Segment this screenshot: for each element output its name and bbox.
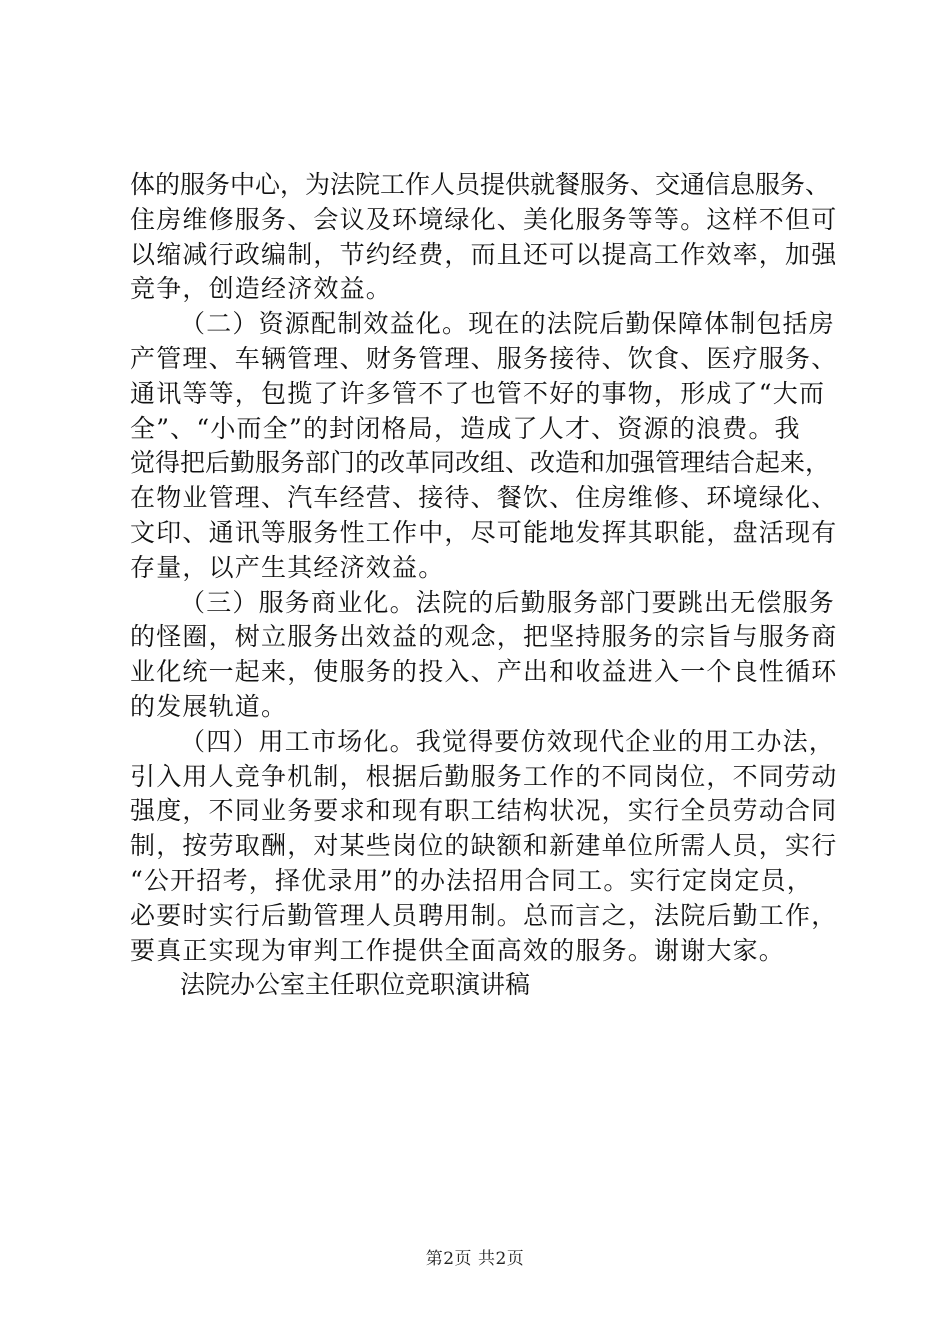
paragraph-line: 的怪圈，树立服务出效益的观念，把坚持服务的宗旨与服务商: [130, 622, 838, 652]
paragraph-line: 强度，不同业务要求和现有职工结构状况，实行全员劳动合同: [130, 796, 838, 826]
paragraph-line: 产管理、车辆管理、财务管理、服务接待、饮食、医疗服务、: [130, 343, 838, 373]
paragraph-line: 的发展轨道。: [130, 691, 288, 721]
paragraph-line: 存量，以产生其经济效益。: [130, 552, 445, 582]
paragraph-line: 要真正实现为审判工作提供全面高效的服务。谢谢大家。: [130, 935, 786, 965]
paragraph-line: 文印、通讯等服务性工作中，尽可能地发挥其职能，盘活现有: [130, 517, 838, 547]
paragraph-line: 引入用人竞争机制，根据后勤服务工作的不同岗位，不同劳动: [130, 761, 838, 791]
paragraph-line: 在物业管理、汽车经营、接待、餐饮、住房维修、环境绿化、: [130, 483, 838, 513]
paragraph-first-line: （二）资源配制效益化。现在的法院后勤保障体制包括房: [180, 309, 836, 339]
paragraph-line: 必要时实行后勤管理人员聘用制。总而言之，法院后勤工作，: [130, 900, 838, 930]
paragraph-line: 体的服务中心，为法院工作人员提供就餐服务、交通信息服务、: [130, 170, 831, 199]
document-title-line: 法院办公室主任职位竞职演讲稿: [180, 970, 531, 1000]
paragraph-line: 通讯等等，包揽了许多管不了也管不好的事物，形成了“大而: [130, 378, 826, 408]
paragraph-first-line: （三）服务商业化。法院的后勤服务部门要跳出无偿服务: [180, 587, 836, 617]
paragraph-line: 以缩减行政编制，节约经费，而且还可以提高工作效率，加强: [130, 239, 838, 269]
page-footer: 第2页 共2页: [425, 1249, 525, 1269]
paragraph-line: 住房维修服务、会议及环境绿化、美化服务等等。这样不但可: [130, 204, 838, 234]
document-body: [130, 168, 838, 1003]
paragraph-line: 觉得把后勤服务部门的改革同改组、改造和加强管理结合起来，: [130, 448, 831, 478]
paragraph-first-line: （四）用工市场化。我觉得要仿效现代企业的用工办法，: [180, 726, 836, 756]
paragraph-line: 制，按劳取酬，对某些岗位的缺额和新建单位所需人员，实行: [130, 831, 838, 861]
paragraph-line: “公开招考，择优录用”的办法招用合同工。实行定岗定员，: [130, 865, 813, 895]
paragraph-line: 竞争，创造经济效益。: [130, 274, 393, 304]
paragraph-line: 全”、“小而全”的封闭格局，造成了人才、资源的浪费。我: [130, 413, 801, 443]
paragraph-line: 业化统一起来，使服务的投入、产出和收益进入一个良性循环: [130, 657, 838, 687]
